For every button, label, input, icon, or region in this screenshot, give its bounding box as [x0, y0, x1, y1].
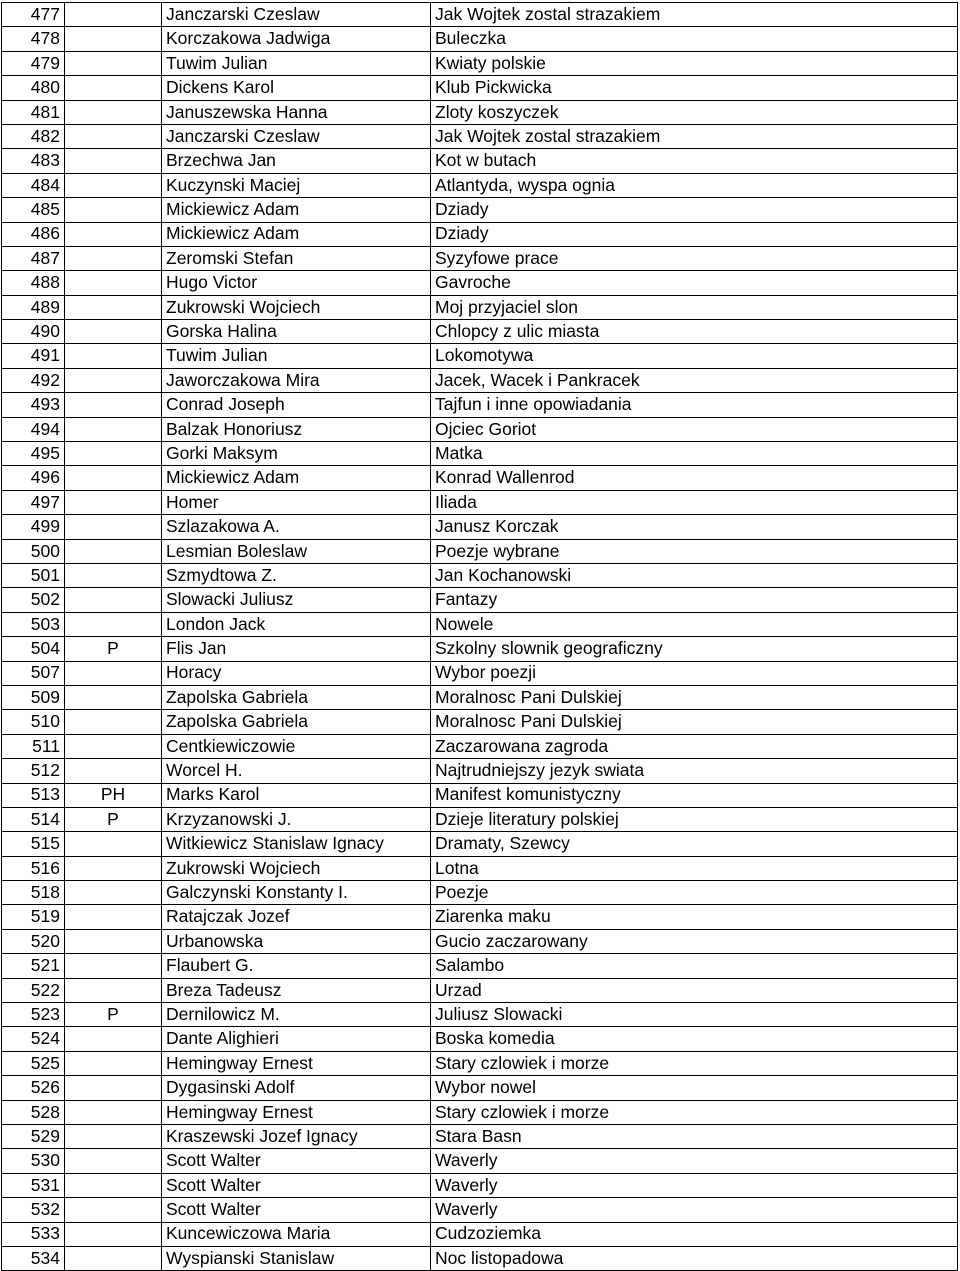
cell-number: 528 — [2, 1100, 65, 1124]
cell-flag — [65, 124, 162, 148]
cell-number: 501 — [2, 563, 65, 587]
table-row — [2, 1051, 958, 1075]
cell-author: Gorska Halina — [162, 320, 431, 344]
cell-number: 511 — [2, 734, 65, 758]
table-row — [2, 661, 958, 685]
cell-author: Urbanowska — [162, 929, 431, 953]
cell-author: Korczakowa Jadwiga — [162, 27, 431, 51]
cell-author: Scott Walter — [162, 1173, 431, 1197]
cell-author: Zukrowski Wojciech — [162, 856, 431, 880]
cell-author: Dickens Karol — [162, 76, 431, 100]
book-list-table — [1, 2, 958, 1271]
table-row — [2, 612, 958, 636]
cell-flag — [65, 271, 162, 295]
cell-flag — [65, 295, 162, 319]
table-row — [2, 1100, 958, 1124]
table-row — [2, 929, 958, 953]
table-row — [2, 759, 958, 783]
cell-author: Szmydtowa Z. — [162, 563, 431, 587]
cell-title: Waverly — [431, 1173, 958, 1197]
cell-author: Januszewska Hanna — [162, 100, 431, 124]
cell-title: Poezje wybrane — [431, 539, 958, 563]
cell-number: 516 — [2, 856, 65, 880]
cell-title: Dziady — [431, 222, 958, 246]
cell-number: 478 — [2, 27, 65, 51]
cell-flag — [65, 51, 162, 75]
cell-number: 522 — [2, 978, 65, 1002]
cell-flag — [65, 1076, 162, 1100]
table-row — [2, 1124, 958, 1148]
cell-number: 530 — [2, 1149, 65, 1173]
cell-title: Dzieje literatury polskiej — [431, 807, 958, 831]
cell-title: Janusz Korczak — [431, 515, 958, 539]
cell-number: 488 — [2, 271, 65, 295]
cell-number: 526 — [2, 1076, 65, 1100]
cell-flag — [65, 539, 162, 563]
cell-title: Salambo — [431, 954, 958, 978]
cell-author: Ratajczak Jozef — [162, 905, 431, 929]
table-row — [2, 442, 958, 466]
table-row — [2, 295, 958, 319]
cell-flag — [65, 954, 162, 978]
table-row — [2, 783, 958, 807]
cell-author: Conrad Joseph — [162, 393, 431, 417]
cell-title: Syzyfowe prace — [431, 246, 958, 270]
cell-flag — [65, 393, 162, 417]
cell-flag — [65, 1173, 162, 1197]
cell-number: 531 — [2, 1173, 65, 1197]
cell-author: Galczynski Konstanty I. — [162, 881, 431, 905]
cell-number: 495 — [2, 442, 65, 466]
cell-author: Zeromski Stefan — [162, 246, 431, 270]
table-row — [2, 368, 958, 392]
cell-title: Iliada — [431, 490, 958, 514]
cell-flag — [65, 149, 162, 173]
cell-title: Jak Wojtek zostal strazakiem — [431, 124, 958, 148]
cell-author: Brzechwa Jan — [162, 149, 431, 173]
cell-number: 520 — [2, 929, 65, 953]
table-row — [2, 466, 958, 490]
cell-flag — [65, 27, 162, 51]
cell-title: Jacek, Wacek i Pankracek — [431, 368, 958, 392]
cell-author: Slowacki Juliusz — [162, 588, 431, 612]
table-row — [2, 1173, 958, 1197]
cell-flag — [65, 76, 162, 100]
cell-title: Tajfun i inne opowiadania — [431, 393, 958, 417]
cell-number: 487 — [2, 246, 65, 270]
cell-author: Kuncewiczowa Maria — [162, 1222, 431, 1246]
cell-flag — [65, 173, 162, 197]
table-row — [2, 710, 958, 734]
cell-title: Jan Kochanowski — [431, 563, 958, 587]
cell-author: Centkiewiczowie — [162, 734, 431, 758]
cell-title: Matka — [431, 442, 958, 466]
cell-number: 486 — [2, 222, 65, 246]
table-row — [2, 539, 958, 563]
cell-number: 491 — [2, 344, 65, 368]
cell-title: Zaczarowana zagroda — [431, 734, 958, 758]
cell-author: Zapolska Gabriela — [162, 710, 431, 734]
cell-flag — [65, 466, 162, 490]
table-row — [2, 978, 958, 1002]
cell-author: Breza Tadeusz — [162, 978, 431, 1002]
cell-title: Lokomotywa — [431, 344, 958, 368]
cell-author: Mickiewicz Adam — [162, 466, 431, 490]
cell-title: Lotna — [431, 856, 958, 880]
cell-number: 497 — [2, 490, 65, 514]
cell-flag — [65, 417, 162, 441]
cell-number: 529 — [2, 1124, 65, 1148]
cell-author: Kuczynski Maciej — [162, 173, 431, 197]
cell-title: Wybor nowel — [431, 1076, 958, 1100]
cell-flag — [65, 515, 162, 539]
table-row — [2, 490, 958, 514]
cell-number: 493 — [2, 393, 65, 417]
table-row — [2, 588, 958, 612]
cell-number: 533 — [2, 1222, 65, 1246]
cell-number: 523 — [2, 1003, 65, 1027]
cell-title: Boska komedia — [431, 1027, 958, 1051]
cell-title: Cudzoziemka — [431, 1222, 958, 1246]
cell-flag — [65, 734, 162, 758]
table-row — [2, 856, 958, 880]
cell-title: Urzad — [431, 978, 958, 1002]
cell-number: 504 — [2, 637, 65, 661]
cell-flag — [65, 856, 162, 880]
cell-title: Poezje — [431, 881, 958, 905]
table-row — [2, 320, 958, 344]
cell-number: 518 — [2, 881, 65, 905]
cell-number: 492 — [2, 368, 65, 392]
cell-title: Jak Wojtek zostal strazakiem — [431, 3, 958, 27]
table-row — [2, 100, 958, 124]
cell-title: Dziady — [431, 198, 958, 222]
table-row — [2, 563, 958, 587]
cell-author: Horacy — [162, 661, 431, 685]
cell-author: Dante Alighieri — [162, 1027, 431, 1051]
table-row — [2, 905, 958, 929]
cell-author: Dygasinski Adolf — [162, 1076, 431, 1100]
cell-number: 490 — [2, 320, 65, 344]
cell-author: Dernilowicz M. — [162, 1003, 431, 1027]
cell-flag — [65, 1027, 162, 1051]
cell-title: Zloty koszyczek — [431, 100, 958, 124]
cell-number: 494 — [2, 417, 65, 441]
cell-author: Mickiewicz Adam — [162, 222, 431, 246]
table-row — [2, 1149, 958, 1173]
cell-number: 499 — [2, 515, 65, 539]
cell-flag — [65, 100, 162, 124]
cell-flag — [65, 246, 162, 270]
cell-number: 482 — [2, 124, 65, 148]
table-row — [2, 832, 958, 856]
table-row — [2, 124, 958, 148]
book-list-body — [2, 3, 958, 1271]
cell-title: Nowele — [431, 612, 958, 636]
cell-number: 483 — [2, 149, 65, 173]
cell-number: 521 — [2, 954, 65, 978]
cell-flag — [65, 710, 162, 734]
table-row — [2, 1003, 958, 1027]
cell-title: Szkolny slownik geograficzny — [431, 637, 958, 661]
cell-number: 524 — [2, 1027, 65, 1051]
cell-flag — [65, 1149, 162, 1173]
cell-flag — [65, 1246, 162, 1270]
table-row — [2, 637, 958, 661]
cell-title: Kot w butach — [431, 149, 958, 173]
cell-title: Atlantyda, wyspa ognia — [431, 173, 958, 197]
cell-flag — [65, 905, 162, 929]
cell-number: 525 — [2, 1051, 65, 1075]
cell-flag — [65, 832, 162, 856]
table-row — [2, 149, 958, 173]
cell-number: 513 — [2, 783, 65, 807]
cell-number: 507 — [2, 661, 65, 685]
table-row — [2, 27, 958, 51]
cell-flag — [65, 929, 162, 953]
cell-title: Waverly — [431, 1149, 958, 1173]
cell-flag — [65, 344, 162, 368]
table-row — [2, 734, 958, 758]
cell-author: Hemingway Ernest — [162, 1051, 431, 1075]
cell-flag — [65, 1222, 162, 1246]
cell-author: Hugo Victor — [162, 271, 431, 295]
cell-title: Chlopcy z ulic miasta — [431, 320, 958, 344]
cell-flag — [65, 881, 162, 905]
cell-title: Klub Pickwicka — [431, 76, 958, 100]
cell-flag: P — [65, 807, 162, 831]
cell-title: Stary czlowiek i morze — [431, 1051, 958, 1075]
cell-author: Scott Walter — [162, 1149, 431, 1173]
cell-title: Ziarenka maku — [431, 905, 958, 929]
cell-title: Moralnosc Pani Dulskiej — [431, 685, 958, 709]
cell-title: Manifest komunistyczny — [431, 783, 958, 807]
cell-author: Witkiewicz Stanislaw Ignacy — [162, 832, 431, 856]
cell-number: 481 — [2, 100, 65, 124]
cell-author: Krzyzanowski J. — [162, 807, 431, 831]
cell-flag — [65, 3, 162, 27]
cell-title: Moralnosc Pani Dulskiej — [431, 710, 958, 734]
cell-flag — [65, 563, 162, 587]
cell-flag — [65, 320, 162, 344]
cell-number: 477 — [2, 3, 65, 27]
cell-number: 485 — [2, 198, 65, 222]
cell-title: Najtrudniejszy jezyk swiata — [431, 759, 958, 783]
table-row — [2, 51, 958, 75]
cell-flag: P — [65, 637, 162, 661]
table-row — [2, 198, 958, 222]
table-row — [2, 222, 958, 246]
cell-number: 500 — [2, 539, 65, 563]
table-row — [2, 173, 958, 197]
cell-flag — [65, 759, 162, 783]
cell-title: Moj przyjaciel slon — [431, 295, 958, 319]
cell-flag — [65, 1051, 162, 1075]
table-row — [2, 246, 958, 270]
cell-author: Balzak Honoriusz — [162, 417, 431, 441]
cell-number: 480 — [2, 76, 65, 100]
cell-author: Flis Jan — [162, 637, 431, 661]
cell-author: Jaworczakowa Mira — [162, 368, 431, 392]
cell-title: Fantazy — [431, 588, 958, 612]
cell-title: Gavroche — [431, 271, 958, 295]
table-row — [2, 1027, 958, 1051]
cell-title: Waverly — [431, 1198, 958, 1222]
cell-number: 503 — [2, 612, 65, 636]
cell-flag — [65, 442, 162, 466]
cell-title: Buleczka — [431, 27, 958, 51]
cell-title: Stara Basn — [431, 1124, 958, 1148]
cell-flag — [65, 661, 162, 685]
cell-number: 479 — [2, 51, 65, 75]
cell-flag — [65, 222, 162, 246]
cell-number: 534 — [2, 1246, 65, 1270]
cell-flag: P — [65, 1003, 162, 1027]
table-row — [2, 344, 958, 368]
cell-author: Flaubert G. — [162, 954, 431, 978]
table-row — [2, 807, 958, 831]
cell-author: Janczarski Czeslaw — [162, 3, 431, 27]
table-row — [2, 515, 958, 539]
cell-author: Kraszewski Jozef Ignacy — [162, 1124, 431, 1148]
cell-number: 496 — [2, 466, 65, 490]
cell-author: Tuwim Julian — [162, 344, 431, 368]
cell-flag: PH — [65, 783, 162, 807]
cell-flag — [65, 490, 162, 514]
cell-author: Scott Walter — [162, 1198, 431, 1222]
cell-flag — [65, 1124, 162, 1148]
cell-flag — [65, 1198, 162, 1222]
cell-title: Ojciec Goriot — [431, 417, 958, 441]
cell-flag — [65, 612, 162, 636]
table-row — [2, 393, 958, 417]
table-row — [2, 685, 958, 709]
cell-number: 519 — [2, 905, 65, 929]
cell-author: Mickiewicz Adam — [162, 198, 431, 222]
cell-title: Konrad Wallenrod — [431, 466, 958, 490]
table-row — [2, 1076, 958, 1100]
cell-author: Hemingway Ernest — [162, 1100, 431, 1124]
cell-author: Wyspianski Stanislaw — [162, 1246, 431, 1270]
cell-flag — [65, 1100, 162, 1124]
cell-number: 512 — [2, 759, 65, 783]
cell-flag — [65, 978, 162, 1002]
cell-author: Lesmian Boleslaw — [162, 539, 431, 563]
table-row — [2, 76, 958, 100]
cell-author: Gorki Maksym — [162, 442, 431, 466]
cell-number: 515 — [2, 832, 65, 856]
cell-number: 489 — [2, 295, 65, 319]
cell-title: Dramaty, Szewcy — [431, 832, 958, 856]
cell-author: Szlazakowa A. — [162, 515, 431, 539]
cell-number: 484 — [2, 173, 65, 197]
cell-author: Janczarski Czeslaw — [162, 124, 431, 148]
table-row — [2, 3, 958, 27]
cell-author: Tuwim Julian — [162, 51, 431, 75]
cell-flag — [65, 368, 162, 392]
cell-number: 502 — [2, 588, 65, 612]
cell-number: 509 — [2, 685, 65, 709]
cell-title: Gucio zaczarowany — [431, 929, 958, 953]
cell-number: 532 — [2, 1198, 65, 1222]
cell-title: Noc listopadowa — [431, 1246, 958, 1270]
cell-title: Kwiaty polskie — [431, 51, 958, 75]
table-row — [2, 881, 958, 905]
table-row — [2, 1198, 958, 1222]
table-row — [2, 271, 958, 295]
cell-number: 514 — [2, 807, 65, 831]
cell-title: Stary czlowiek i morze — [431, 1100, 958, 1124]
cell-flag — [65, 198, 162, 222]
cell-number: 510 — [2, 710, 65, 734]
cell-author: Zukrowski Wojciech — [162, 295, 431, 319]
cell-author: Zapolska Gabriela — [162, 685, 431, 709]
cell-author: Marks Karol — [162, 783, 431, 807]
cell-title: Wybor poezji — [431, 661, 958, 685]
table-row — [2, 1222, 958, 1246]
cell-flag — [65, 588, 162, 612]
table-row — [2, 954, 958, 978]
cell-author: London Jack — [162, 612, 431, 636]
cell-flag — [65, 685, 162, 709]
cell-author: Homer — [162, 490, 431, 514]
cell-title: Juliusz Slowacki — [431, 1003, 958, 1027]
table-row — [2, 417, 958, 441]
cell-author: Worcel H. — [162, 759, 431, 783]
table-row — [2, 1246, 958, 1270]
